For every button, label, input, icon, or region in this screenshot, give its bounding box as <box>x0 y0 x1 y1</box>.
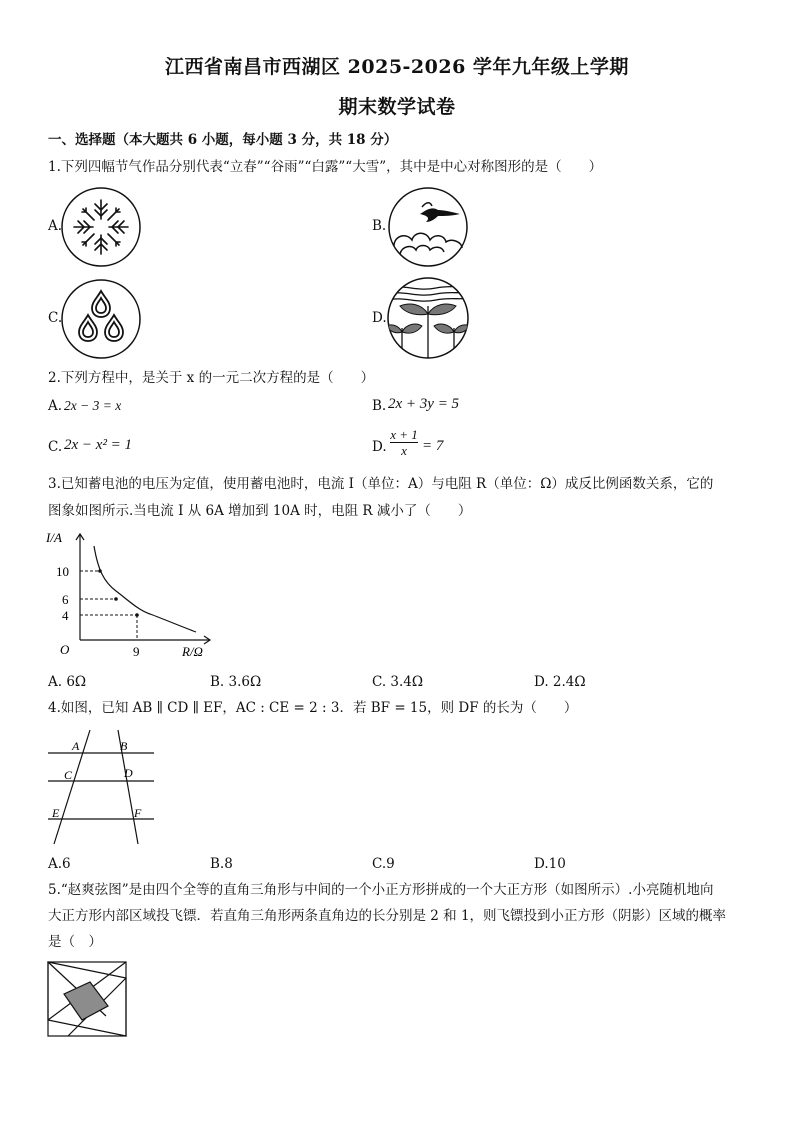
x-axis-label: R/Ω <box>182 644 203 659</box>
q3-option-b: B. 3.6Ω <box>210 674 262 690</box>
point-f-label: F <box>134 806 142 820</box>
zhao-shuang-diagram <box>46 960 128 1038</box>
question-5-stem-line2: 大正方形内部区域投飞镖．若直角三角形两条直角边的长分别是 2 和 1，则飞镖投到小正方形（阴影）区域的概率 <box>48 908 727 924</box>
snowflake-icon <box>60 186 142 268</box>
y-tick-10: 10 <box>56 564 69 579</box>
q2-option-b-expr: 2x + 3y = 5 <box>388 396 460 412</box>
q4-option-c: C.9 <box>372 856 395 872</box>
q2-option-c-expr: 2x − x² = 1 <box>64 437 133 453</box>
q3-option-a: A. 6Ω <box>48 674 87 690</box>
q2-option-d-label: D. <box>372 439 387 455</box>
q2-option-a-expr: 2x − 3 = x <box>64 398 122 413</box>
q2-option-b-label: B. <box>372 398 387 414</box>
x-tick-9: 9 <box>133 644 140 659</box>
q2-option-c-label: C. <box>48 439 63 455</box>
y-axis-label: I/A <box>46 530 62 545</box>
point-e-label: E <box>52 806 60 820</box>
q1-option-d-label: D. <box>372 310 387 326</box>
water-drops-icon <box>60 278 142 360</box>
bird-cloud-icon <box>386 186 470 268</box>
question-3-stem-line2: 图象如图所示.当电流 I 从 6A 增加到 10A 时，电阻 R 减小了（ ） <box>48 503 472 519</box>
parallel-lines-figure <box>44 728 160 848</box>
page-subtitle: 期末数学试卷 <box>338 96 456 118</box>
question-3-stem-line1: 3.已知蓄电池的电压为定值，使用蓄电池时，电流 I（单位：A）与电阻 R（单位：Ω）成反比例函数关系，它的 <box>48 476 714 492</box>
origin-label: O <box>60 642 70 657</box>
question-1-stem: 1.下列四幅节气作品分别代表“立春”“谷雨”“白露”“大雪”，其中是中心对称图形的是（ ） <box>48 159 603 175</box>
inverse-proportion-graph <box>40 526 220 666</box>
sprout-icon <box>386 276 470 360</box>
point-c-label: C <box>64 768 73 782</box>
q3-option-c: C. 3.4Ω <box>372 674 424 690</box>
q3-option-d: D. 2.4Ω <box>534 674 586 690</box>
q1-option-c-label: C. <box>48 310 63 326</box>
q4-option-d: D.10 <box>534 856 566 872</box>
page-title: 江西省南昌市西湖区 2025-2026 学年九年级上学期 <box>165 56 629 78</box>
q4-option-a: A.6 <box>48 856 71 872</box>
fraction-denominator: x <box>401 443 407 458</box>
point-a-label: A <box>72 739 80 753</box>
point-b-label: B <box>120 739 128 753</box>
question-5-stem-line3: 是（ ） <box>48 934 102 950</box>
fraction-numerator: x + 1 <box>390 427 418 442</box>
section-heading: 一、选择题（本大题共 6 小题，每小题 3 分，共 18 分） <box>48 132 398 148</box>
q2-option-d-rhs: = 7 <box>422 438 444 454</box>
q1-option-b-label: B. <box>372 218 387 234</box>
y-tick-4: 4 <box>62 608 69 623</box>
question-2-stem: 2.下列方程中，是关于 x 的一元二次方程的是（ ） <box>48 370 375 386</box>
q2-option-a-label: A. <box>48 398 63 414</box>
q2-option-d-fraction <box>390 427 418 458</box>
point-d-label: D <box>124 766 133 780</box>
question-5-stem-line1: 5.“赵爽弦图”是由四个全等的直角三角形与中间的一个小正方形拼成的一个大正方形（如图所示）.小亮随机地向 <box>48 882 714 898</box>
question-4-stem: 4.如图，已知 AB ∥ CD ∥ EF，AC : CE = 2 : 3．若 BF = 15，则 DF 的长为（ ） <box>48 700 578 716</box>
y-tick-6: 6 <box>62 592 69 607</box>
q4-option-b: B.8 <box>210 856 233 872</box>
q1-option-a-label: A. <box>48 218 63 234</box>
